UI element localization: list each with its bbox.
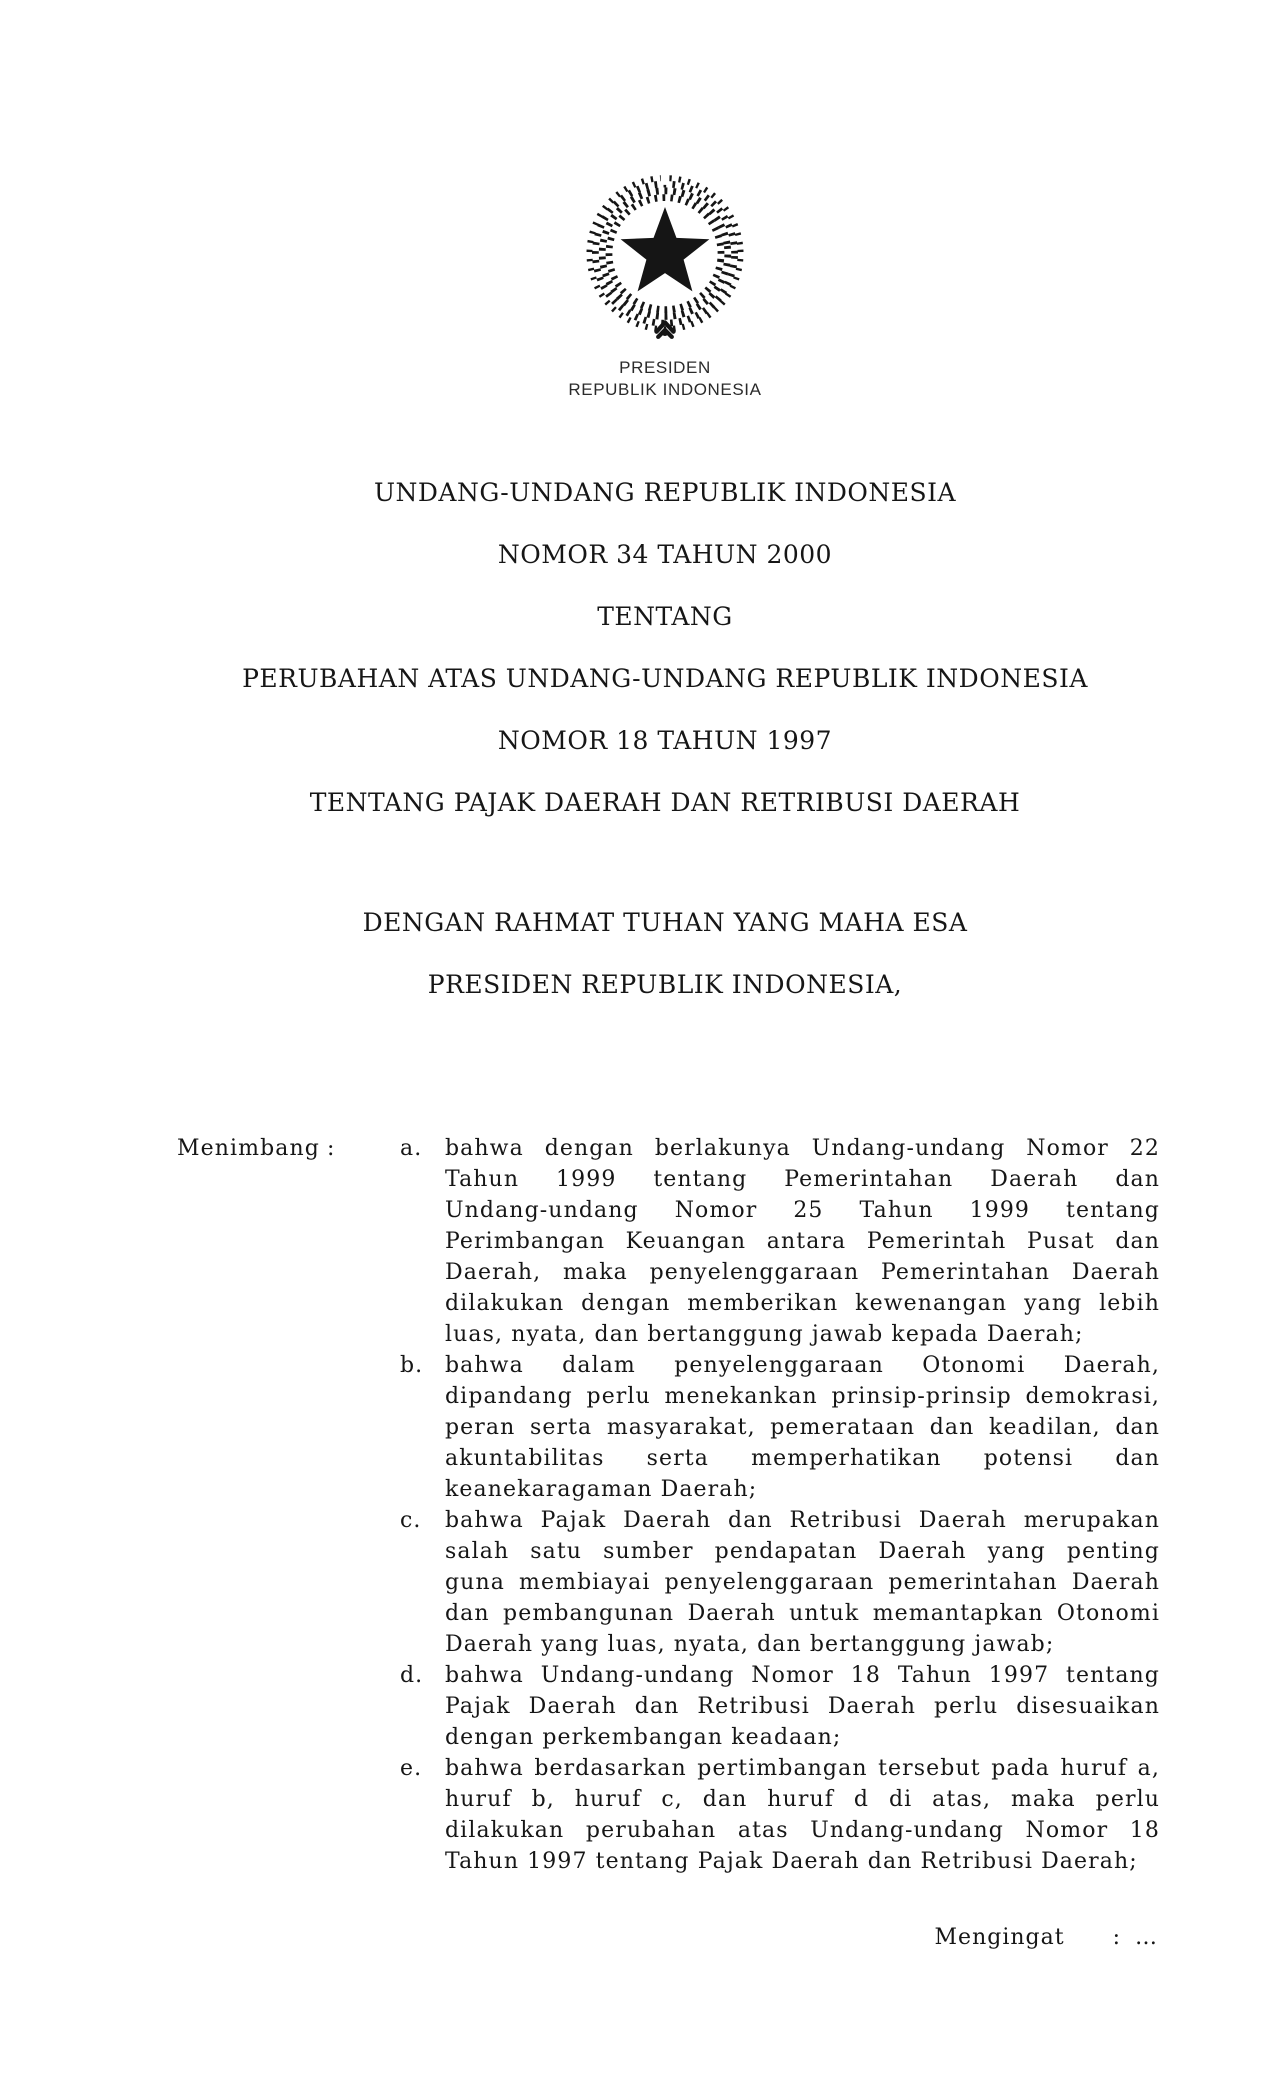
title-line-amended-number: NOMOR 18 TAHUN 1997 <box>497 726 833 755</box>
item-letter: e. <box>400 1756 423 1781</box>
considering-item-d <box>400 1660 1160 1753</box>
document-content <box>170 0 1160 1953</box>
item-text-line: salah satu sumber pendapatan Daerah yang penting <box>445 1539 1160 1564</box>
item-text-line: Tahun 1997 tentang Pajak Daerah dan Retribusi Daerah; <box>445 1849 1138 1874</box>
emblem-block <box>170 0 1160 401</box>
law-title-block <box>170 478 1160 818</box>
continuation-ellipsis: … <box>1135 1925 1158 1950</box>
title-line-tentang: TENTANG <box>597 602 733 631</box>
considering-items <box>400 1133 1160 1877</box>
item-text-line: bahwa dengan berlakunya Undang-undang Nomor 22 <box>445 1136 1160 1161</box>
considering-item-b <box>400 1350 1160 1505</box>
item-text-line: dilakukan dengan memberikan kewenangan yang lebih <box>445 1291 1160 1316</box>
item-text-line: dilakukan perubahan atas Undang-undang Nomor 18 <box>445 1818 1160 1843</box>
item-text-line: dan pembangunan Daerah untuk memantapkan Otonomi <box>445 1601 1160 1626</box>
agency-line-republik-indonesia: REPUBLIK INDONESIA <box>568 380 762 399</box>
item-letter: b. <box>400 1353 424 1378</box>
item-text-line: Daerah yang luas, nyata, dan bertanggung jawab; <box>445 1632 1055 1657</box>
item-letter: c. <box>400 1508 422 1533</box>
title-line-amendment: PERUBAHAN ATAS UNDANG-UNDANG REPUBLIK INDONESIA <box>242 664 1088 693</box>
item-letter: d. <box>400 1663 424 1688</box>
item-text-line: Pajak Daerah dan Retribusi Daerah perlu disesuaikan <box>445 1694 1160 1719</box>
considering-section <box>170 1133 1160 1877</box>
considering-item-e <box>400 1753 1160 1877</box>
star-icon <box>621 207 710 291</box>
preamble-block <box>170 908 1160 1000</box>
item-letter: a. <box>400 1136 423 1161</box>
considering-item-c <box>400 1505 1160 1660</box>
continuation-catchline <box>170 1922 1160 1953</box>
item-text-line: Tahun 1999 tentang Pemerintahan Daerah dan <box>445 1167 1160 1192</box>
considering-label: Menimbang <box>177 1136 320 1161</box>
preamble-invocation: DENGAN RAHMAT TUHAN YANG MAHA ESA <box>362 908 968 937</box>
title-line-subject: TENTANG PAJAK DAERAH DAN RETRIBUSI DAERAH <box>309 788 1021 817</box>
item-text-line: dipandang perlu menekankan prinsip-prinsip demokrasi, <box>445 1384 1160 1409</box>
considering-colon: : <box>327 1136 336 1161</box>
considering-item-a <box>400 1133 1160 1350</box>
item-text-line: bahwa Pajak Daerah dan Retribusi Daerah merupakan <box>445 1508 1160 1533</box>
item-text-line: Perimbangan Keuangan antara Pemerintah Pusat dan <box>445 1229 1160 1254</box>
item-text-line: luas, nyata, dan bertanggung jawab kepada Daerah; <box>445 1322 1084 1347</box>
item-text <box>445 1350 1160 1505</box>
item-text-line: Undang-undang Nomor 25 Tahun 1999 tentang <box>445 1198 1160 1223</box>
continuation-colon: : <box>1112 1925 1121 1950</box>
agency-header <box>170 357 1160 401</box>
item-text-line: guna membiayai penyelenggaraan pemerintahan Daerah <box>445 1570 1160 1595</box>
item-text-line: keanekaragaman Daerah; <box>445 1477 758 1502</box>
continuation-label: Mengingat <box>934 1925 1065 1950</box>
title-line-number-year: NOMOR 34 TAHUN 2000 <box>497 540 833 569</box>
agency-line-presiden: PRESIDEN <box>619 358 711 377</box>
item-text-line: bahwa dalam penyelenggaraan Otonomi Daerah, <box>445 1353 1160 1378</box>
item-text <box>445 1133 1160 1350</box>
item-text <box>445 1753 1160 1877</box>
item-text-line: Daerah, maka penyelenggaraan Pemerintahan Daerah <box>445 1260 1160 1285</box>
item-text <box>445 1660 1160 1753</box>
item-text-line: huruf b, huruf c, dan huruf d di atas, maka perlu <box>445 1787 1160 1812</box>
item-text-line: akuntabilitas serta memperhatikan potensi dan <box>445 1446 1160 1471</box>
item-text-line: bahwa Undang-undang Nomor 18 Tahun 1997 tentang <box>445 1663 1160 1688</box>
title-line-law-name: UNDANG-UNDANG REPUBLIK INDONESIA <box>373 478 957 507</box>
item-text-line: dengan perkembangan keadaan; <box>445 1725 842 1750</box>
item-text-line: bahwa berdasarkan pertimbangan tersebut pada huruf a, <box>445 1756 1160 1781</box>
preamble-issuer: PRESIDEN REPUBLIK INDONESIA, <box>427 970 903 999</box>
item-text <box>445 1505 1160 1660</box>
item-text-line: peran serta masyarakat, pemerataan dan keadilan, dan <box>445 1415 1160 1440</box>
presidential-emblem-icon <box>580 173 750 347</box>
